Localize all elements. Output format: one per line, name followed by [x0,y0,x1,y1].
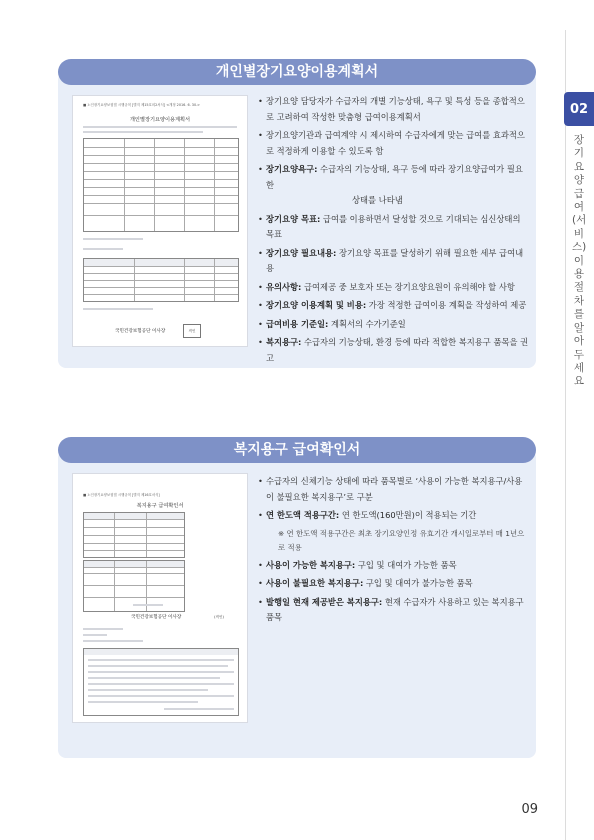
list-item: • 유의사항: 급여제공 중 보호자 또는 장기요양요원이 유의해야 할 사항 [258,280,530,296]
form-note: ■ 노인장기요양보험법 시행규칙 [별지 제16호서식] [83,493,160,497]
right-divider [565,30,566,840]
list-item: • 장기요양 담당자가 수급자의 개별 기능상태, 욕구 및 특성 등을 종합적으로 고려하여 작성한 맞춤형 급여이용계획서 [258,94,530,125]
section-equipment-header: 복지용구 급여확인서 [58,437,536,463]
form-stamp: (직인) [214,615,224,619]
note: ※ 연 한도액 적용구간은 최초 장기요양인정 유효기간 개시일로부터 매 1년으로 적용 [278,528,525,552]
list-item: • 장기요양욕구: 수급자의 기능상태, 욕구 등에 따라 장기요양급여가 필요한 상태를 나타냄 [258,162,530,209]
form-title: 복지용구 급여확인서 [136,503,184,509]
list-item: • 장기요양 필요내용: 장기요양 목표를 달성하기 위해 필요한 세부 급여내용 [258,246,530,277]
list-item: • 장기요양기관과 급여계약 시 제시하여 수급자에게 맞는 급여를 효과적으로 적정하게 이용할 수 있도록 함 [258,128,530,159]
chapter-title: 장기요양급여(서비스) 이용 절차를 알아두세요 [572,134,590,388]
form-note: ■ 노인장기요양보험법 시행규칙 [별지 제15호의2서식] <개정 2016. 6. 30.> [83,103,201,107]
form-issuer: 국민건강보험공단 이사장 [115,329,166,334]
form-title: 개인별장기요양이용계획서 [129,117,191,123]
list-item: • 복지용구: 수급자의 기능상태, 환경 등에 따라 적합한 복지용구 품목을 권고 [258,335,530,366]
list-item: • 장기요양 이용계획 및 비용: 가장 적정한 급여이용 계획을 작성하여 제공 [258,298,530,314]
equipment-bullet-list [258,474,530,629]
page-number: 09 [521,802,538,817]
list-item: • 수급자의 신체기능 상태에 따라 품목별로 ‘사용이 가능한 복지용구/사용이 불필요한 복지용구’로 구분 [258,474,530,505]
equipment-confirmation-form-image [73,474,247,722]
form-recipient-table [83,512,185,558]
list-item: • 사용이 불필요한 복지용구: 구입 및 대여가 불가능한 품목 [258,576,530,592]
chapter-tab: 02 [564,92,594,126]
list-item: • 연 한도액 적용구간: 연 한도액(160만원)이 적용되는 기간 [258,508,530,524]
section-care-plan-header: 개인별장기요양이용계획서 [58,59,536,85]
care-plan-form-image [73,96,247,346]
list-item: • 사용이 가능한 복지용구: 구입 및 대여가 가능한 품목 [258,558,530,574]
list-item: • 급여비용 기준일: 계획서의 수가기준일 [258,317,530,333]
form-notes-box [83,648,239,716]
form-stamp: 직인 [183,324,201,338]
form-cost-table [83,258,239,302]
care-plan-bullet-list [258,94,530,369]
form-table [83,138,239,232]
form-issuer: 국민건강보험공단 이사장 [131,615,182,620]
list-item: • 발행일 현재 제공받은 복지용구: 현재 수급자가 사용하고 있는 복지용구 품목 [258,595,530,626]
list-item: • 장기요양 목표: 급여를 이용하면서 달성할 것으로 기대되는 심신상태의 목표 [258,212,530,243]
